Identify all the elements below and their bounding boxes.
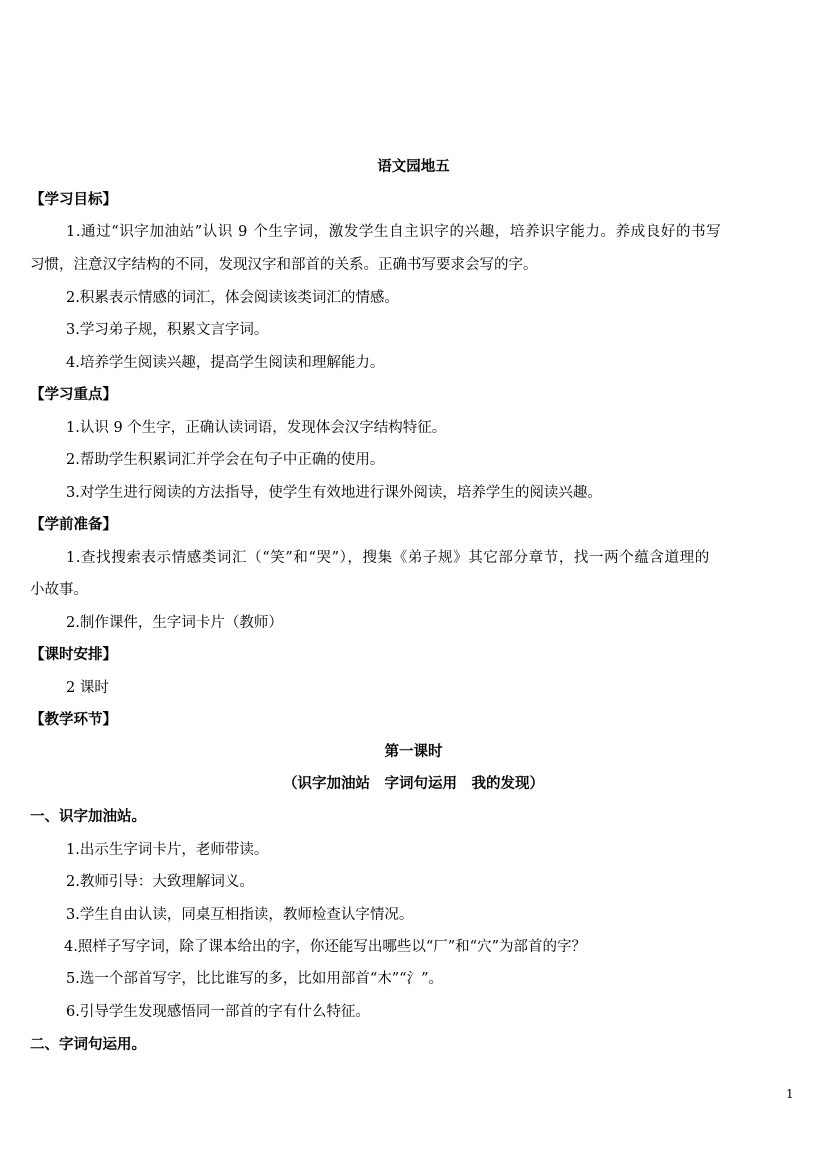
goal-item-1: 1.通过“识字加油站”认识 9 个生字词，激发学生自主识字的兴趣，培养识字能力。养成良好的书写 xyxy=(66,224,722,240)
key-point-2: 2.帮助学生积累词汇并学会在句子中正确的使用。 xyxy=(66,452,385,468)
section-1-item-4: 4.照样子写字词，除了课本给出的字，你还能写出哪些以“厂”和“穴”为部首的字？ xyxy=(64,939,586,955)
heading-teaching-process: 【教学环节】 xyxy=(30,711,117,728)
heading-learning-goals: 【学习目标】 xyxy=(30,191,117,208)
section-1-item-6: 6.引导学生发现感悟同一部首的字有什么特征。 xyxy=(66,1004,370,1020)
document-title: 语文园地五 xyxy=(377,158,450,175)
lesson-title: 第一课时 xyxy=(384,743,443,760)
section-1-heading: 一、识字加油站。 xyxy=(30,808,146,825)
section-1-item-3: 3.学生自由认读，同桌互相指读，教师检查认字情况。 xyxy=(66,907,414,923)
key-point-1: 1.认识 9 个生字，正确认读词语，发现体会汉字结构特征。 xyxy=(66,420,447,436)
goal-item-4: 4.培养学生阅读兴趣，提高学生阅读和理解能力。 xyxy=(66,355,385,371)
section-1-item-5: 5.选一个部首写字，比比谁写的多，比如用部首“木”“氵”。 xyxy=(66,971,443,987)
key-point-3: 3.对学生进行阅读的方法指导，使学生有效地进行课外阅读，培养学生的阅读兴趣。 xyxy=(66,485,602,501)
preparation-item-2: 2.制作课件，生字词卡片（教师） xyxy=(66,615,283,631)
section-1-item-1: 1.出示生字词卡片，老师带读。 xyxy=(66,842,269,858)
heading-key-points: 【学习重点】 xyxy=(30,386,117,403)
goal-item-1-continued: 习惯，注意汉字结构的不同，发现汉字和部首的关系。正确书写要求会写的字。 xyxy=(30,257,538,273)
section-1-item-2: 2.教师引导：大致理解词义。 xyxy=(66,874,254,890)
lesson-subtitle: （识字加油站 字词句运用 我的发现） xyxy=(283,775,544,792)
preparation-item-1: 1.查找搜索表示情感类词汇（“笑”和“哭”），搜集《弟子规》其它部分章节，找一两个蕴含道理的 xyxy=(66,550,710,566)
goal-item-2: 2.积累表示情感的词汇，体会阅读该类词汇的情感。 xyxy=(66,290,399,306)
heading-schedule: 【课时安排】 xyxy=(30,646,117,663)
heading-preparation: 【学前准备】 xyxy=(30,516,117,533)
section-2-heading: 二、字词句运用。 xyxy=(30,1036,146,1053)
schedule-text: 2 课时 xyxy=(66,680,109,696)
goal-item-3: 3.学习弟子规，积累文言字词。 xyxy=(66,322,269,338)
preparation-item-1-continued: 小故事。 xyxy=(30,582,88,598)
page-number: 1 xyxy=(786,1087,794,1101)
